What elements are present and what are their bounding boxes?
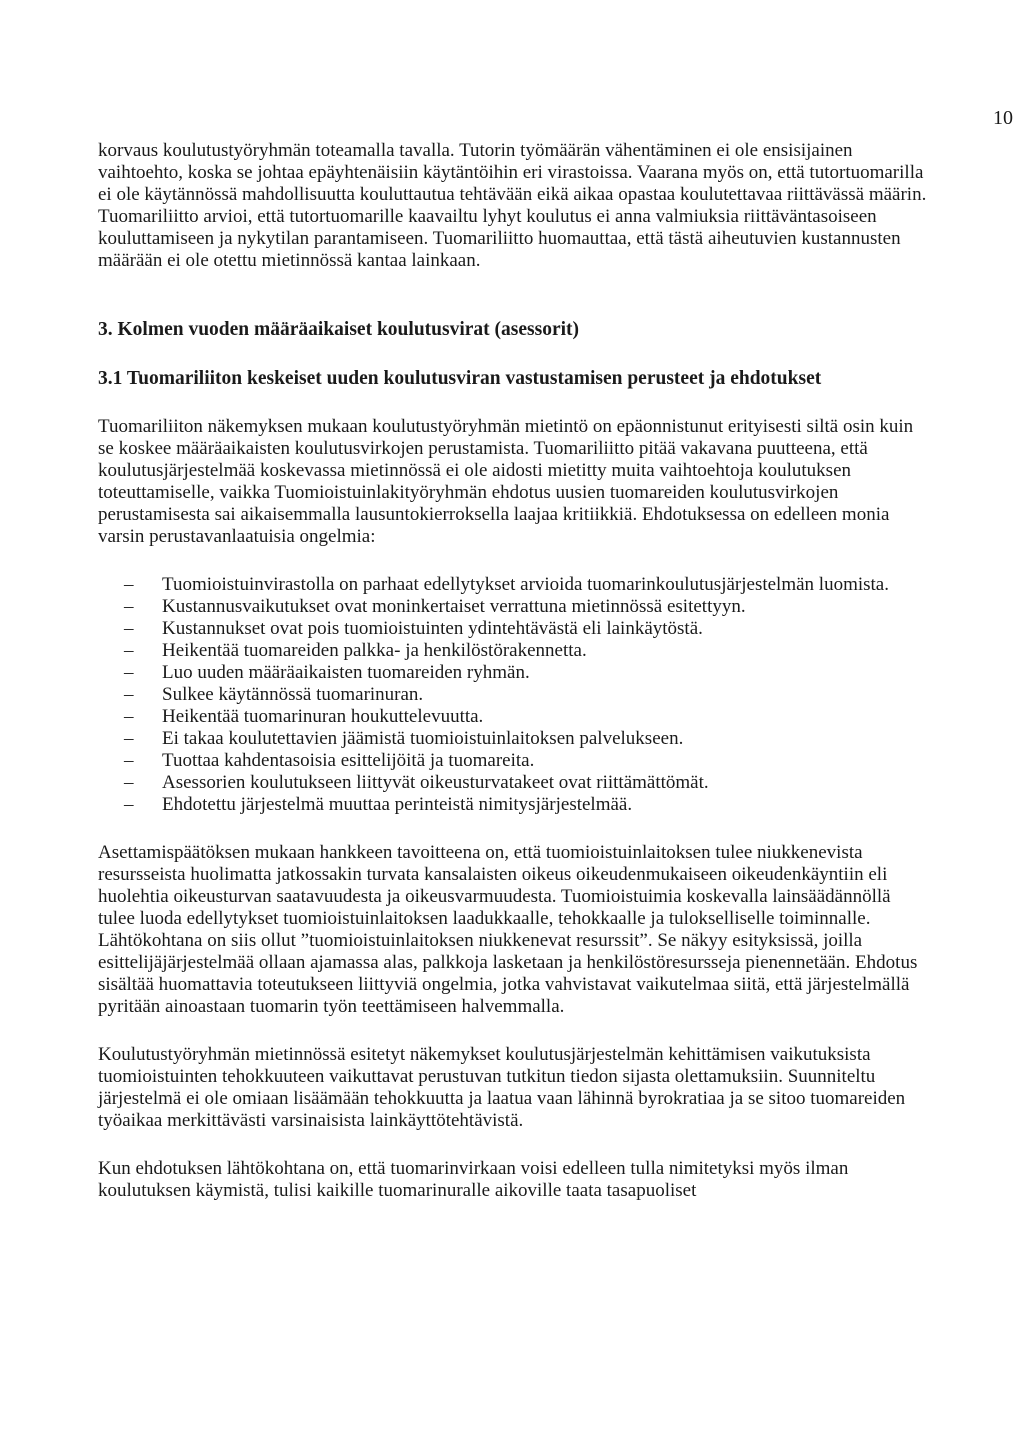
main-paragraph: Tuomariliiton näkemyksen mukaan koulutustyöryhmän mietintö on epäonnistunut erityisesti siltä osin kuin se koskee määräaikaisten koulutusvirkojen perustamista. Tuomariliitto pitää vakavana puutteena, että koulutusjärjestelmää koskevassa mietinnössä ei ole aidosti mietitty muita vaihtoehtoja koulutuksen toteuttamiselle, vaikka Tuomioistuinlakityöryhmän ehdotus uusien tuomareiden koulutusvirkojen perustamisesta sai aikaisemmalla lausuntokierroksella laajaa kritiikkiä. Ehdotuksessa on edelleen monia varsin perustavanlaatuisia ongelmia: bbox=[98, 416, 914, 547]
document-body bbox=[98, 140, 928, 1202]
list-item bbox=[98, 772, 928, 794]
dash-bullet: – bbox=[124, 662, 134, 683]
paragraph-2: Asettamispäätöksen mukaan hankkeen tavoitteena on, että tuomioistuinlaitoksen tulee niukkenevista resursseista huolimatta jatkossakin turvata kansalaisten oikeus oikeudenmukaiseen oikeudenkäyntiin eli huolehtia oikeusturvan saatavuudesta ja oikeusvarmuudesta. Tuomioistuimia koskevalla lainsäädännöllä tulee luoda edellytykset tuomioistuinlaitoksen laadukkaalle, tehokkaalle ja tulokselliselle toiminnalle. Lähtökohtana on siis ollut ”tuomioistuinlaitoksen niukkenevat resurssit”. Se näkyy esityksissä, joilla esittelijäjärjestelmää ollaan ajamassa alas, palkkoja lasketaan ja henkilöstöresursseja pienennetään. Ehdotus sisältää huomattavia toteutukseen liittyviä ongelmia, jotka vahvistavat vaikutelmaa siitä, että järjestelmällä pyritään ainoastaan tuomarin työn teettämiseen halvemmalla. bbox=[98, 842, 918, 1017]
dash-bullet: – bbox=[124, 750, 134, 771]
list-item-text: Kustannukset ovat pois tuomioistuinten ydintehtävästä eli lainkäytöstä. bbox=[162, 618, 703, 639]
paragraph-4: Kun ehdotuksen lähtökohtana on, että tuomarinvirkaan voisi edelleen tulla nimitetyksi myös ilman koulutuksen käymistä, tulisi kaikille tuomarinuralle aikoville taata tasapuoliset bbox=[98, 1158, 849, 1201]
section-heading: 3. Kolmen vuoden määräaikaiset koulutusvirat (asessorit) bbox=[98, 319, 580, 340]
dash-bullet: – bbox=[124, 596, 134, 617]
list-item-text: Tuottaa kahdentasoisia esittelijöitä ja tuomareita. bbox=[162, 750, 535, 771]
list-item-text: Sulkee käytännössä tuomarinuran. bbox=[162, 684, 424, 705]
list-item bbox=[98, 794, 928, 816]
list-item-text: Kustannusvaikutukset ovat moninkertaiset verrattuna mietinnössä esitettyyn. bbox=[162, 596, 746, 617]
list-item bbox=[98, 662, 928, 684]
list-item bbox=[98, 640, 928, 662]
list-item bbox=[98, 574, 928, 596]
list-item bbox=[98, 618, 928, 640]
list-item bbox=[98, 728, 928, 750]
list-item-text: Heikentää tuomarinuran houkuttelevuutta. bbox=[162, 706, 484, 727]
dash-bullet: – bbox=[124, 794, 134, 815]
paragraph-3: Koulutustyöryhmän mietinnössä esitetyt näkemykset koulutusjärjestelmän kehittämisen vaikutuksista tuomioistuinten tehokkuuteen vaikuttavat perustuvan tutkitun tiedon sijasta olettamuksiin. Suunniteltu järjestelmä ei ole omiaan lisäämään tehokkuutta ja laatua vaan lähinnä byrokratiaa ja se sitoo tuomareiden työaikaa merkittävästi varsinaisista lainkäyttötehtävistä. bbox=[98, 1044, 906, 1131]
list-item bbox=[98, 684, 928, 706]
dash-bullet: – bbox=[124, 728, 134, 749]
page-number: 10 bbox=[993, 107, 1013, 129]
dash-bullet: – bbox=[124, 640, 134, 661]
list-item-text: Heikentää tuomareiden palkka- ja henkilöstörakennetta. bbox=[162, 640, 587, 661]
list-item-text: Luo uuden määräaikaisten tuomareiden ryhmän. bbox=[162, 662, 530, 683]
dash-bullet: – bbox=[124, 684, 134, 705]
dash-bullet: – bbox=[124, 574, 134, 595]
list-item-text: Ei takaa koulutettavien jäämistä tuomioistuinlaitoksen palvelukseen. bbox=[162, 728, 684, 749]
dash-bullet: – bbox=[124, 772, 134, 793]
list-item bbox=[98, 750, 928, 772]
dash-bullet: – bbox=[124, 618, 134, 639]
intro-paragraph: korvaus koulutustyöryhmän toteamalla tavalla. Tutorin työmäärän vähentäminen ei ole ensisijainen vaihtoehto, koska se johtaa epäyhtenäisiin käytäntöihin eri virastoissa. Vaarana myös on, että tutortuomarilla ei ole käytännössä mahdollisuutta kouluttautua tehtävään eikä aikaa opastaa koulutettavaa riittävässä määrin. Tuomariliitto arvioi, että tutortuomarille kaavailtu lyhyt koulutus ei anna valmiuksia riittäväntasoiseen kouluttamiseen ja nykytilan parantamiseen. Tuomariliitto huomauttaa, että tästä aiheutuvien kustannusten määrään ei ole otettu mietinnössä kantaa lainkaan. bbox=[98, 140, 927, 271]
list-item-text: Tuomioistuinvirastolla on parhaat edellytykset arvioida tuomarinkoulutusjärjestelmän luomista. bbox=[162, 574, 889, 595]
dash-bullet: – bbox=[124, 706, 134, 727]
subsection-heading: 3.1 Tuomariliiton keskeiset uuden koulutusviran vastustamisen perusteet ja ehdotukset bbox=[98, 368, 822, 389]
list-item-text: Ehdotettu järjestelmä muuttaa perinteistä nimitysjärjestelmää. bbox=[162, 794, 633, 815]
list-item bbox=[98, 596, 928, 618]
problem-list bbox=[98, 574, 928, 816]
list-item bbox=[98, 706, 928, 728]
list-item-text: Asessorien koulutukseen liittyvät oikeusturvatakeet ovat riittämättömät. bbox=[162, 772, 709, 793]
